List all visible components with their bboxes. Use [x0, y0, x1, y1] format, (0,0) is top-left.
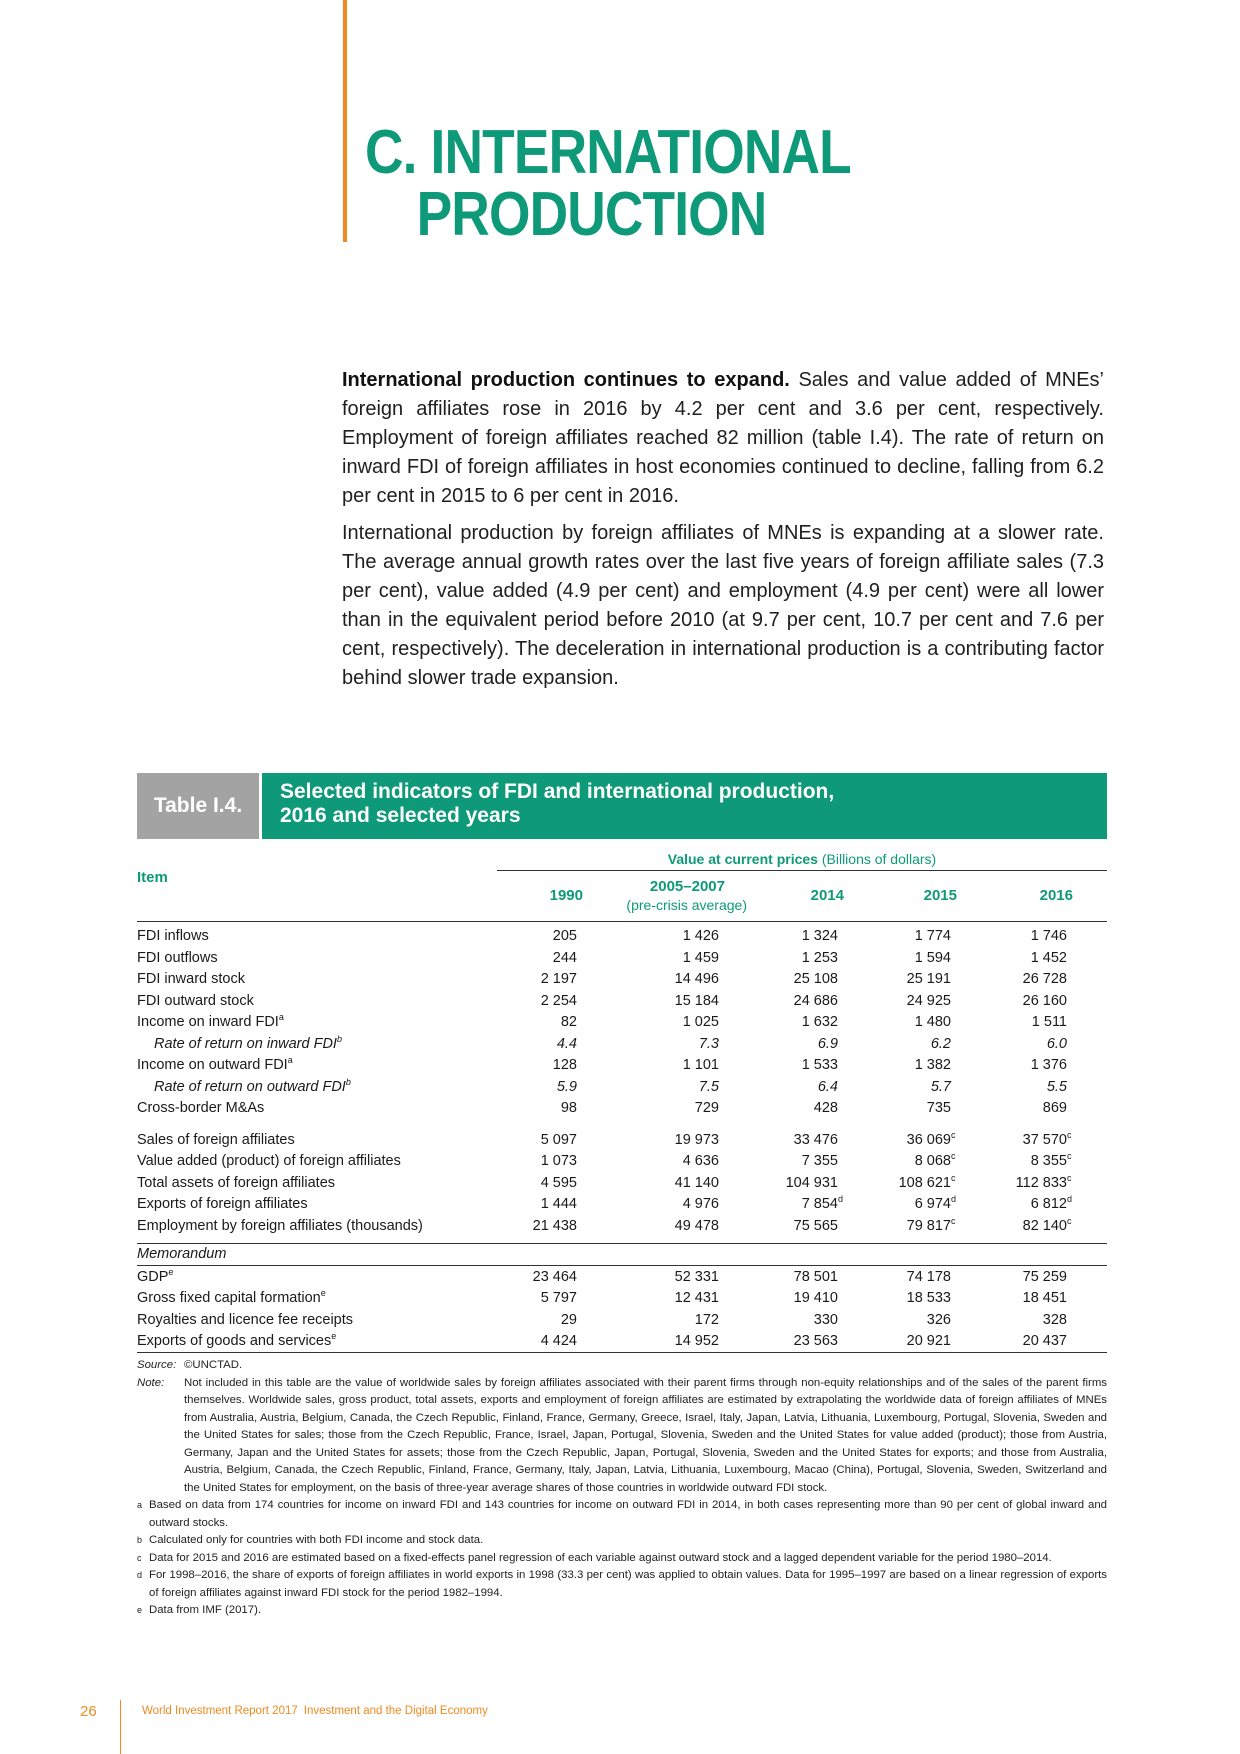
- value-text: 5.5: [1046, 1078, 1067, 1095]
- footnote-c-text: Data for 2015 and 2016 are estimated based on a fixed-effects panel regression of each variable against outward stock and a lagged dependent variable for the period 1980–2014.: [149, 1551, 1052, 1564]
- value-cell: [878, 969, 991, 991]
- value-text: 1 480: [914, 1014, 951, 1031]
- value-cell: [599, 969, 765, 991]
- section-accent-rule: [343, 0, 347, 242]
- row-label-text: Exports of foreign affiliates: [137, 1196, 308, 1213]
- table-title-line1: Selected indicators of FDI and international production,: [280, 780, 835, 803]
- value-cell: [599, 990, 765, 1012]
- row-label-text: Rate of return on outward FDI: [154, 1078, 346, 1095]
- row-label-text: FDI outflows: [137, 949, 218, 966]
- value-cell: 7 854$^d$: [801, 1194, 844, 1213]
- col-header-2016: 2016: [991, 871, 1107, 922]
- row-label-text: Income on outward FDI: [137, 1057, 288, 1074]
- value-text: 729: [694, 1100, 719, 1117]
- value-text: 79 817: [906, 1217, 951, 1234]
- value-cell: [497, 1215, 599, 1237]
- row-label-footnote: e: [168, 1266, 174, 1277]
- value-cell: [765, 1151, 878, 1173]
- value-cell: [497, 1151, 599, 1173]
- value-text: 330: [813, 1311, 838, 1328]
- value-cell: [991, 947, 1107, 969]
- value-text: 735: [926, 1100, 951, 1117]
- footnote-e-tag: e: [137, 1605, 143, 1615]
- col-header-2005-2007: [599, 871, 765, 922]
- table-row: [137, 1012, 1107, 1034]
- value-text: 26 160: [1022, 992, 1067, 1009]
- value-text: 1 025: [682, 1014, 719, 1031]
- value-cell: 108 621$^c$: [898, 1172, 956, 1191]
- value-group-header-bold: Value at current prices: [667, 851, 818, 867]
- row-label-text: FDI outward stock: [137, 992, 254, 1009]
- row-label-text: Royalties and licence fee receipts: [137, 1311, 354, 1328]
- value-text: 7.3: [698, 1035, 719, 1052]
- row-label: [137, 990, 497, 1012]
- table-row: [137, 1033, 1107, 1055]
- value-text: 24 925: [906, 992, 951, 1009]
- value-cell: 6 812$^d$: [1030, 1194, 1073, 1213]
- value-text: 112 833: [1015, 1174, 1067, 1191]
- value-cell: [765, 1033, 878, 1055]
- section-heading-line1: C. INTERNATIONAL: [365, 118, 851, 187]
- value-text: 6.2: [930, 1035, 951, 1052]
- row-label: [137, 947, 497, 969]
- value-text: 19 973: [674, 1131, 719, 1148]
- value-text: 128: [552, 1057, 577, 1074]
- table-row: [137, 1172, 1107, 1194]
- value-cell: [991, 1266, 1107, 1288]
- memorandum-row: [137, 1243, 1107, 1266]
- footnote-d-text: For 1998–2016, the share of exports of foreign affiliates in world exports in 1998 (33.3 per cent) was applied to obtain values. Data for 1995–1997 are based on a linear regression of exports of foreign affiliates against inward FDI stock for the period 1982–1994.: [149, 1569, 1107, 1599]
- value-text: 1 459: [682, 949, 719, 966]
- value-cell: [599, 1215, 765, 1237]
- value-text: 78 501: [793, 1268, 838, 1285]
- value-text: 326: [926, 1311, 951, 1328]
- value-text: 6 974: [914, 1196, 951, 1213]
- value-cell: [878, 1076, 991, 1098]
- value-text: 4 976: [682, 1196, 719, 1213]
- value-cell: [599, 1055, 765, 1077]
- row-label-footnote: b: [345, 1076, 351, 1087]
- value-cell: [991, 1098, 1107, 1120]
- value-text: 19 410: [793, 1290, 838, 1307]
- value-cell: [991, 1288, 1107, 1310]
- value-text: 6.9: [817, 1035, 838, 1052]
- footnote-a-tag: a: [137, 1500, 143, 1510]
- value-text: 205: [552, 928, 577, 945]
- value-text: 6.0: [1046, 1035, 1067, 1052]
- value-text: 20 437: [1022, 1333, 1067, 1350]
- note-text: Not included in this table are the value of worldwide sales by foreign affiliates associated with their parent firms through non-equity relationships and of the sales of the parent firms themselves. Worldwide sales, gross product, total assets, exports and employment of foreign affiliates are estimated by extrapolating the worldwide data of foreign affiliates of MNEs from Australia, Austria, Belgium, Canada, the Czech Republic, Finland, France, Germany, Greece, Israel, Italy, Japan, Latvia, Lithuania, Luxembourg, Portugal, Slovenia, Sweden and the United States for sales; those from the Czech Republic, France, Israel, Japan, Portugal, Slovenia, Sweden and the United States for value added (product); those from Austria, Germany, Japan and the United States for assets; those from the Czech Republic, Japan, Portugal, Slovenia, Sweden and the United States for exports; and those from Australia, Austria, Belgium, Canada, the Czech Republic, Finland, France, Germany, Italy, Japan, Latvia, Lithuania, Luxembourg, Macao (China), Portugal, Slovenia, Sweden, Switzerland and the United States for employment, on the basis of three-year average shares of those countries in worldwide outward FDI stock.: [184, 1376, 1107, 1494]
- table-label: Table I.4.: [137, 773, 259, 839]
- table-row: [137, 1194, 1107, 1216]
- value-cell: [599, 947, 765, 969]
- row-label-text: Sales of foreign affiliates: [137, 1131, 295, 1148]
- row-label: [137, 1288, 497, 1310]
- row-label: [137, 1309, 497, 1331]
- value-text: 1 511: [1031, 1014, 1067, 1031]
- row-label-footnote: e: [320, 1288, 326, 1299]
- value-text: 52 331: [674, 1268, 719, 1285]
- col-header-2014: 2014: [765, 871, 878, 922]
- section-heading-line2: PRODUCTION: [416, 180, 767, 249]
- value-cell: [765, 1266, 878, 1288]
- value-text: 14 952: [674, 1333, 719, 1350]
- value-text: 1 253: [801, 949, 838, 966]
- value-cell: [765, 1055, 878, 1077]
- value-cell: 36 069$^c$: [906, 1129, 956, 1148]
- value-text: 1 594: [914, 949, 951, 966]
- value-cell: [497, 1266, 599, 1288]
- value-cell: [599, 1288, 765, 1310]
- value-cell: [599, 1012, 765, 1034]
- value-cell: 6 974$^d$: [914, 1194, 957, 1213]
- value-cell: [599, 926, 765, 948]
- value-cell: [497, 1098, 599, 1120]
- value-text: 33 476: [793, 1131, 838, 1148]
- value-text: 172: [694, 1311, 719, 1328]
- row-label-text: Gross fixed capital formation: [137, 1290, 321, 1307]
- value-text: 18 533: [906, 1290, 951, 1307]
- value-text: 26 728: [1022, 971, 1067, 988]
- row-label: [137, 1172, 497, 1194]
- table-row: [137, 1055, 1107, 1077]
- value-cell: [878, 990, 991, 1012]
- value-cell: [765, 1309, 878, 1331]
- value-text: 6 812: [1030, 1196, 1067, 1213]
- value-cell: [878, 1288, 991, 1310]
- table-row: [137, 1288, 1107, 1310]
- value-cell: [599, 1098, 765, 1120]
- value-cell: [765, 1012, 878, 1034]
- table-row: [137, 1098, 1107, 1120]
- value-cell: 82 140$^c$: [1022, 1215, 1072, 1234]
- value-cell: [497, 947, 599, 969]
- col-header-1990: 1990: [497, 871, 599, 922]
- table-banner: [137, 773, 1107, 839]
- table-row: [137, 1266, 1107, 1288]
- row-label: [137, 1033, 497, 1055]
- row-label: [137, 926, 497, 948]
- value-text: 75 565: [793, 1217, 838, 1234]
- value-text: 1 101: [682, 1057, 719, 1074]
- note-tag: Note:: [137, 1376, 165, 1389]
- row-label: [137, 1055, 497, 1077]
- value-text: 4 424: [540, 1333, 577, 1350]
- value-cell: [599, 1266, 765, 1288]
- row-label-text: Exports of goods and services: [137, 1333, 332, 1350]
- value-cell: [497, 1033, 599, 1055]
- footnote-a-text: Based on data from 174 countries for income on inward FDI and 143 countries for income on outward FDI in 2014, in both cases representing more than 90 per cent of global inward and outward stocks.: [149, 1499, 1107, 1529]
- value-text: 1 774: [914, 928, 951, 945]
- value-group-header: [497, 848, 1107, 871]
- value-cell: [599, 1194, 765, 1216]
- value-cell: [991, 926, 1107, 948]
- value-text: 1 533: [801, 1057, 838, 1074]
- value-cell: [991, 969, 1107, 991]
- value-text: 36 069: [906, 1131, 951, 1148]
- value-cell: [765, 926, 878, 948]
- value-cell: [765, 1129, 878, 1151]
- publication-name: World Investment Report 2017: [142, 1705, 298, 1717]
- value-text: 37 570: [1022, 1131, 1067, 1148]
- col-header-2005-2007-label: 2005–2007: [649, 877, 725, 895]
- row-label: [137, 1266, 497, 1288]
- item-header: Item: [137, 849, 497, 900]
- value-text: 74 178: [906, 1268, 951, 1285]
- row-label-text: FDI inward stock: [137, 971, 245, 988]
- value-text: 75 259: [1022, 1268, 1067, 1285]
- value-text: 21 438: [532, 1217, 577, 1234]
- value-text: 428: [813, 1100, 838, 1117]
- value-text: 8 355: [1030, 1153, 1067, 1170]
- row-label-footnote: e: [331, 1331, 337, 1342]
- value-cell: 79 817$^c$: [906, 1215, 956, 1234]
- footnote-a: [137, 1497, 1107, 1532]
- publication-subtitle: Investment and the Digital Economy: [303, 1705, 488, 1717]
- footnote-c: [137, 1550, 1107, 1568]
- value-cell: [991, 1331, 1107, 1353]
- table-row: [137, 1215, 1107, 1237]
- value-text: 5.7: [930, 1078, 951, 1095]
- value-text: 82 140: [1022, 1217, 1067, 1234]
- page-footer: [0, 1700, 1240, 1754]
- row-label: [137, 1098, 497, 1120]
- table-row: [137, 1331, 1107, 1353]
- row-label-text: Value added (product) of foreign affiliates: [137, 1153, 401, 1170]
- footnote-b-tag: b: [137, 1535, 143, 1545]
- value-cell: [497, 969, 599, 991]
- value-cell: [497, 1309, 599, 1331]
- row-label: [137, 1331, 497, 1353]
- table-row: [137, 1151, 1107, 1173]
- value-cell: 8 355$^c$: [1030, 1151, 1072, 1170]
- table-row: [137, 947, 1107, 969]
- value-cell: [991, 1012, 1107, 1034]
- value-text: 1 452: [1030, 949, 1067, 966]
- value-text: 5 097: [540, 1131, 577, 1148]
- value-cell: [599, 1172, 765, 1194]
- value-text: 18 451: [1022, 1290, 1067, 1307]
- value-text: 20 921: [906, 1333, 951, 1350]
- row-label: [137, 1194, 497, 1216]
- footnote-c-tag: c: [137, 1552, 142, 1563]
- footnote-e-text: Data from IMF (2017).: [149, 1604, 262, 1616]
- row-label: [137, 1151, 497, 1173]
- table-row: [137, 926, 1107, 948]
- value-cell: [765, 1331, 878, 1353]
- value-cell: [765, 947, 878, 969]
- value-cell: [991, 1309, 1107, 1331]
- footnote-e: [137, 1602, 1107, 1620]
- table-title-line2: 2016 and selected years: [280, 804, 521, 827]
- value-cell: [497, 1288, 599, 1310]
- value-cell: [878, 1309, 991, 1331]
- value-cell: 8 068$^c$: [914, 1151, 956, 1170]
- value-text: 8 068: [914, 1153, 951, 1170]
- table-row: [137, 1309, 1107, 1331]
- value-cell: [878, 1098, 991, 1120]
- value-text: 98: [560, 1100, 577, 1117]
- value-cell: [991, 1055, 1107, 1077]
- paragraph-1-rest: Sales and value added of MNEs’ foreign affiliates rose in 2016 by 4.2 per cent and 3.6 per cent, respectively. Employment of foreign affiliates reached 82 million (table I.4). The rate of return on inward FDI of foreign affiliates in host economies continued to decline, falling from 6.2 per cent in 2015 to 6 per cent in 2016.: [342, 369, 1104, 507]
- table-row: [137, 1076, 1107, 1098]
- value-text: 6.4: [817, 1078, 838, 1095]
- value-text: 82: [560, 1014, 577, 1031]
- row-label-text: Cross-border M&As: [137, 1100, 265, 1117]
- value-cell: [765, 1172, 878, 1194]
- value-cell: [765, 1098, 878, 1120]
- paragraph-1: [342, 366, 1104, 511]
- value-cell: 37 570$^c$: [1022, 1129, 1072, 1148]
- col-header-2015: 2015: [878, 871, 991, 922]
- footnote-b-text: Calculated only for countries with both FDI income and stock data.: [149, 1534, 484, 1546]
- value-text: 869: [1042, 1100, 1067, 1117]
- value-text: 14 496: [674, 971, 719, 988]
- value-cell: [991, 1076, 1107, 1098]
- row-label: [137, 1215, 497, 1237]
- value-text: 5 797: [540, 1290, 577, 1307]
- row-label-text: Total assets of foreign affiliates: [137, 1174, 336, 1191]
- value-text: 104 931: [785, 1174, 838, 1191]
- row-spacer: [137, 1119, 1107, 1129]
- value-cell: [878, 1266, 991, 1288]
- row-label: [137, 1129, 497, 1151]
- value-text: 1 324: [801, 928, 838, 945]
- footnote-d-tag: d: [137, 1570, 143, 1580]
- footnote-d: [137, 1567, 1107, 1602]
- table-row: [137, 969, 1107, 991]
- row-label-footnote: a: [278, 1012, 284, 1023]
- value-text: 29: [560, 1311, 577, 1328]
- value-text: 25 191: [906, 971, 951, 988]
- value-cell: [599, 1129, 765, 1151]
- row-label: [137, 1076, 497, 1098]
- value-text: 1 632: [801, 1014, 838, 1031]
- value-cell: [497, 1331, 599, 1353]
- row-label-text: GDP: [137, 1268, 169, 1285]
- row-label-text: Income on inward FDI: [137, 1014, 279, 1031]
- value-cell: [599, 1331, 765, 1353]
- paragraph-lead: International production continues to expand.: [342, 369, 790, 391]
- body-text: [342, 366, 1104, 701]
- value-text: 1 746: [1030, 928, 1067, 945]
- table-row: [137, 990, 1107, 1012]
- value-text: 7 355: [801, 1153, 838, 1170]
- row-label: [137, 1012, 497, 1034]
- general-note: [137, 1375, 1107, 1498]
- row-label-footnote: a: [287, 1055, 293, 1066]
- value-cell: 112 833$^c$: [1015, 1172, 1072, 1191]
- value-group-header-unit: (Billions of dollars): [817, 851, 937, 867]
- value-cell: [765, 1215, 878, 1237]
- value-cell: [599, 1309, 765, 1331]
- source-text: ©UNCTAD.: [184, 1359, 243, 1371]
- row-label-text: FDI inflows: [137, 928, 209, 945]
- value-text: 7 854: [801, 1196, 838, 1213]
- section-heading: [365, 118, 851, 249]
- value-cell: [878, 1055, 991, 1077]
- value-cell: [599, 1076, 765, 1098]
- value-text: 1 382: [914, 1057, 951, 1074]
- table-title: [262, 773, 1107, 839]
- value-text: 24 686: [793, 992, 838, 1009]
- source-tag: Source:: [137, 1359, 177, 1371]
- value-text: 15 184: [674, 992, 719, 1009]
- value-cell: [991, 990, 1107, 1012]
- value-text: 49 478: [674, 1217, 719, 1234]
- value-cell: [878, 947, 991, 969]
- value-cell: [497, 990, 599, 1012]
- value-text: 12 431: [674, 1290, 719, 1307]
- value-text: 5.9: [556, 1078, 577, 1095]
- memorandum-label: Memorandum: [137, 1243, 1107, 1266]
- value-text: 41 140: [674, 1174, 719, 1191]
- footer-divider: [120, 1700, 121, 1754]
- row-label: [137, 969, 497, 991]
- table-notes: [137, 1357, 1107, 1620]
- value-text: 1 426: [682, 928, 719, 945]
- value-text: 23 464: [532, 1268, 577, 1285]
- value-text: 23 563: [793, 1333, 838, 1350]
- value-cell: [599, 1033, 765, 1055]
- row-label-text: Rate of return on inward FDI: [154, 1035, 337, 1052]
- value-text: 7.5: [698, 1078, 719, 1095]
- value-text: 244: [552, 949, 577, 966]
- indicators-table: [137, 848, 1107, 1353]
- value-cell: [878, 1012, 991, 1034]
- value-cell: [991, 1033, 1107, 1055]
- value-cell: [497, 1076, 599, 1098]
- value-cell: [497, 1129, 599, 1151]
- value-cell: [497, 1172, 599, 1194]
- footnote-b: [137, 1532, 1107, 1550]
- value-text: 2 254: [540, 992, 577, 1009]
- paragraph-2: International production by foreign affiliates of MNEs is expanding at a slower rate. The average annual growth rates over the last five years of foreign affiliate sales (7.3 per cent), value added (4.9 per cent) and employment (4.9 per cent) were all lower than in the equivalent period before 2010 (at 9.7 per cent, 10.7 per cent and 7.6 per cent, respectively). The deceleration in international production is a contributing factor behind slower trade expansion.: [342, 522, 1104, 689]
- value-cell: [497, 1194, 599, 1216]
- row-label-footnote: b: [336, 1033, 342, 1044]
- value-cell: [765, 1288, 878, 1310]
- value-text: 25 108: [793, 971, 838, 988]
- value-text: 108 621: [898, 1174, 951, 1191]
- row-label-text: Employment by foreign affiliates (thousands): [137, 1217, 423, 1234]
- table-row: [137, 1129, 1107, 1151]
- value-cell: [497, 926, 599, 948]
- value-cell: [878, 1033, 991, 1055]
- value-text: 1 073: [540, 1153, 577, 1170]
- page-number: 26: [80, 1703, 97, 1720]
- publication-title: [142, 1705, 488, 1717]
- col-header-2005-2007-sub: (pre-crisis average): [626, 896, 747, 913]
- value-cell: [765, 969, 878, 991]
- value-cell: [878, 1331, 991, 1353]
- value-cell: [878, 926, 991, 948]
- value-cell: [599, 1151, 765, 1173]
- value-text: 4 595: [540, 1174, 577, 1191]
- value-cell: [765, 990, 878, 1012]
- value-cell: [497, 1055, 599, 1077]
- value-cell: [497, 1012, 599, 1034]
- value-text: 1 376: [1030, 1057, 1067, 1074]
- source-note: [137, 1357, 1107, 1375]
- value-text: 328: [1042, 1311, 1067, 1328]
- value-text: 1 444: [540, 1196, 577, 1213]
- value-text: 2 197: [540, 971, 577, 988]
- value-text: 4.4: [556, 1035, 577, 1052]
- value-text: 4 636: [682, 1153, 719, 1170]
- value-cell: [765, 1076, 878, 1098]
